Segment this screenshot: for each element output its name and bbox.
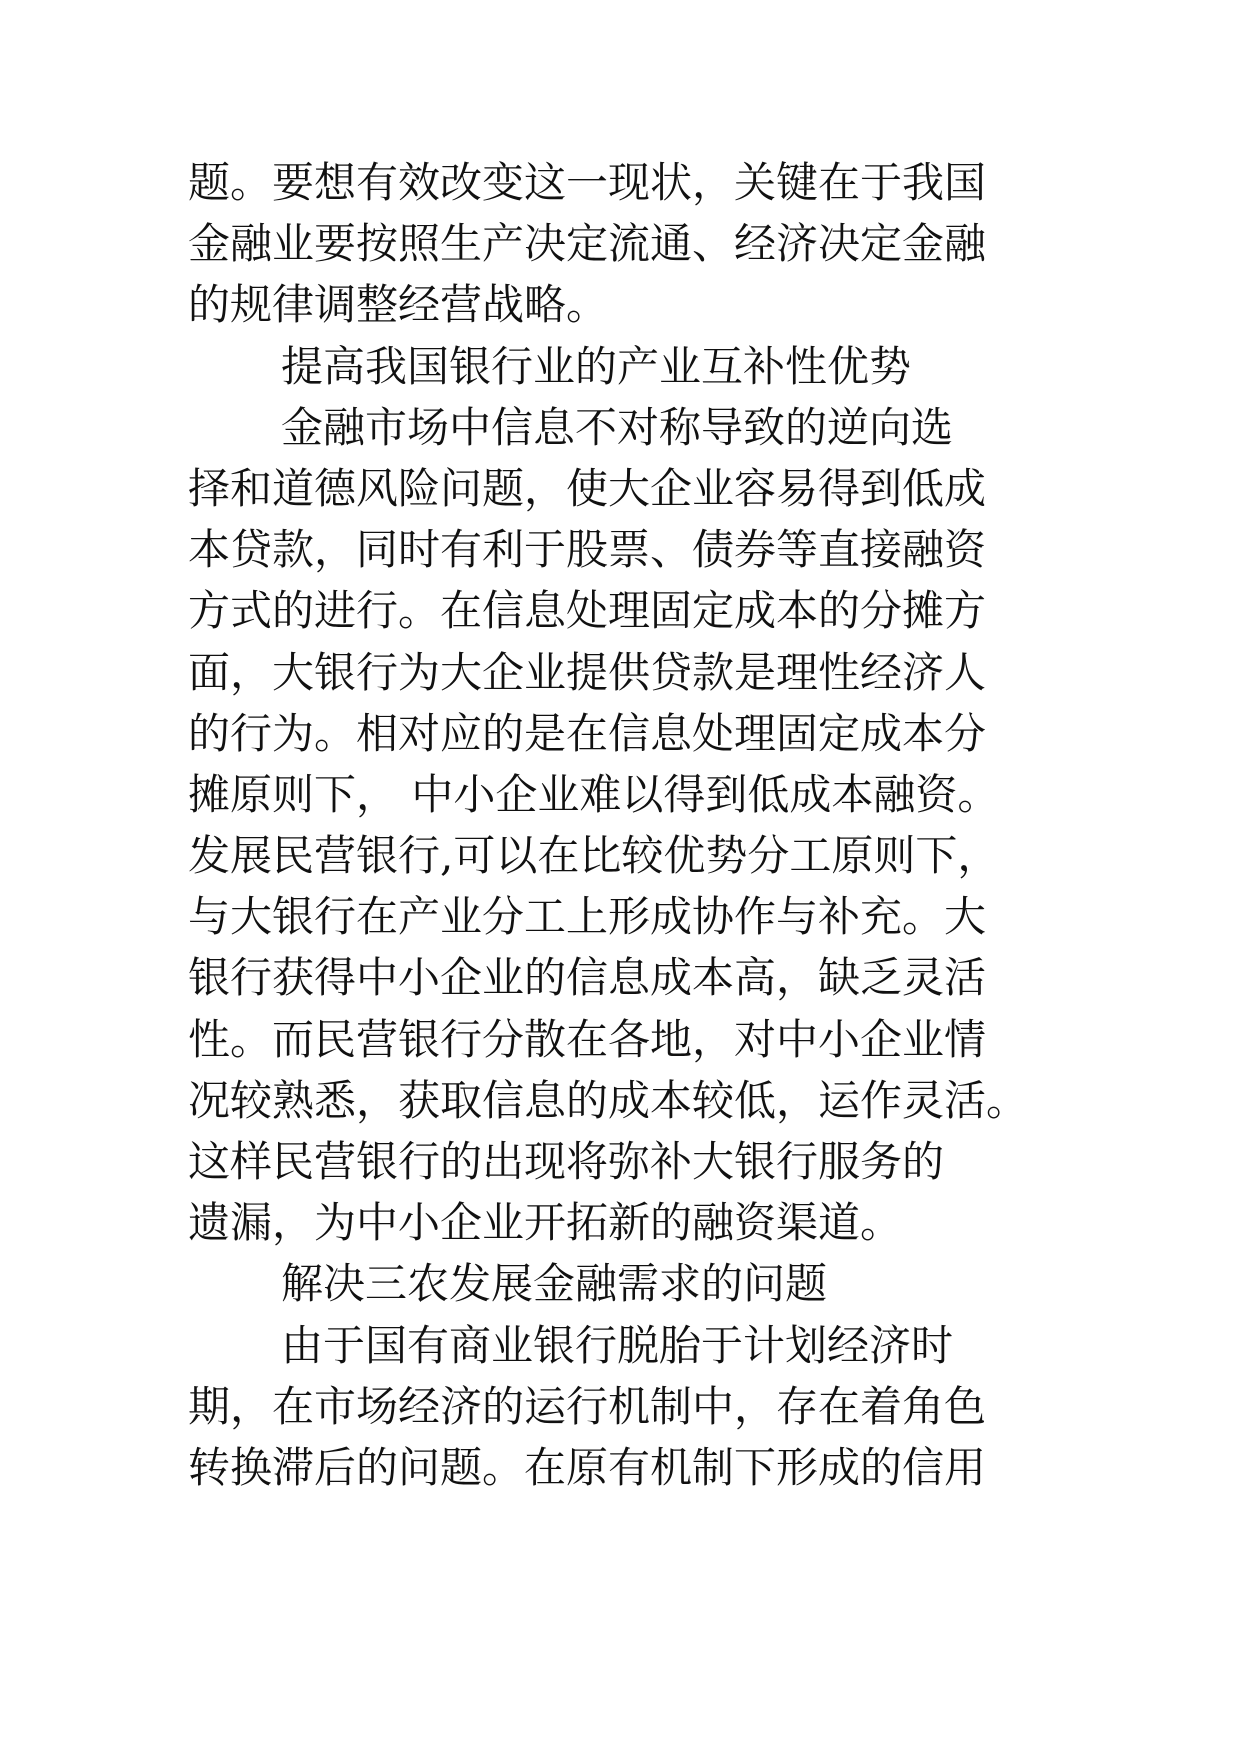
section-heading: 解决三农发展金融需求的问题	[281, 1259, 828, 1309]
text-line: 方式的进行。在信息处理固定成本的分摊方	[188, 586, 987, 636]
text-line: 题。要想有效改变这一现状，关键在于我国	[188, 158, 987, 207]
text-line: 的行为。相对应的是在信息处理固定成本分	[188, 708, 987, 758]
text-line: 发展民营银行,可以在比较优势分工原则下，	[188, 831, 1000, 881]
text-line: 性。而民营银行分散在各地，对中小企业情	[188, 1014, 987, 1064]
section-heading: 提高我国银行业的产业互补性优势	[281, 341, 912, 391]
text-line: 与大银行在产业分工上形成协作与补充。大	[188, 892, 987, 942]
text-line: 面，大银行为大企业提供贷款是理性经济人	[188, 647, 987, 697]
paragraph-first-line: 由于国有商业银行脱胎于计划经济时	[281, 1320, 954, 1370]
text-line: 转换滞后的问题。在原有机制下形成的信用	[188, 1442, 987, 1492]
text-line: 择和道德风险问题，使大企业容易得到低成	[188, 463, 987, 513]
text-line: 金融业要按照生产决定流通、经济决定金融	[188, 219, 987, 269]
text-line: 期，在市场经济的运行机制中，存在着角色	[188, 1381, 987, 1431]
text-line: 摊原则下， 中小企业难以得到低成本融资。	[188, 769, 1000, 819]
text-line: 的规律调整经营战略。	[188, 280, 609, 330]
text-line: 这样民营银行的出现将弥补大银行服务的	[188, 1137, 945, 1186]
text-line: 本贷款，同时有利于股票、债券等直接融资	[188, 525, 987, 575]
text-line: 遗漏，为中小企业开拓新的融资渠道。	[188, 1198, 903, 1248]
text-line: 银行获得中小企业的信息成本高，缺乏灵活	[188, 953, 987, 1003]
text-line: 况较熟悉，获取信息的成本较低，运作灵活。	[188, 1075, 1029, 1125]
body-text	[188, 152, 1068, 1498]
paragraph-first-line: 金融市场中信息不对称导致的逆向选	[281, 402, 954, 452]
